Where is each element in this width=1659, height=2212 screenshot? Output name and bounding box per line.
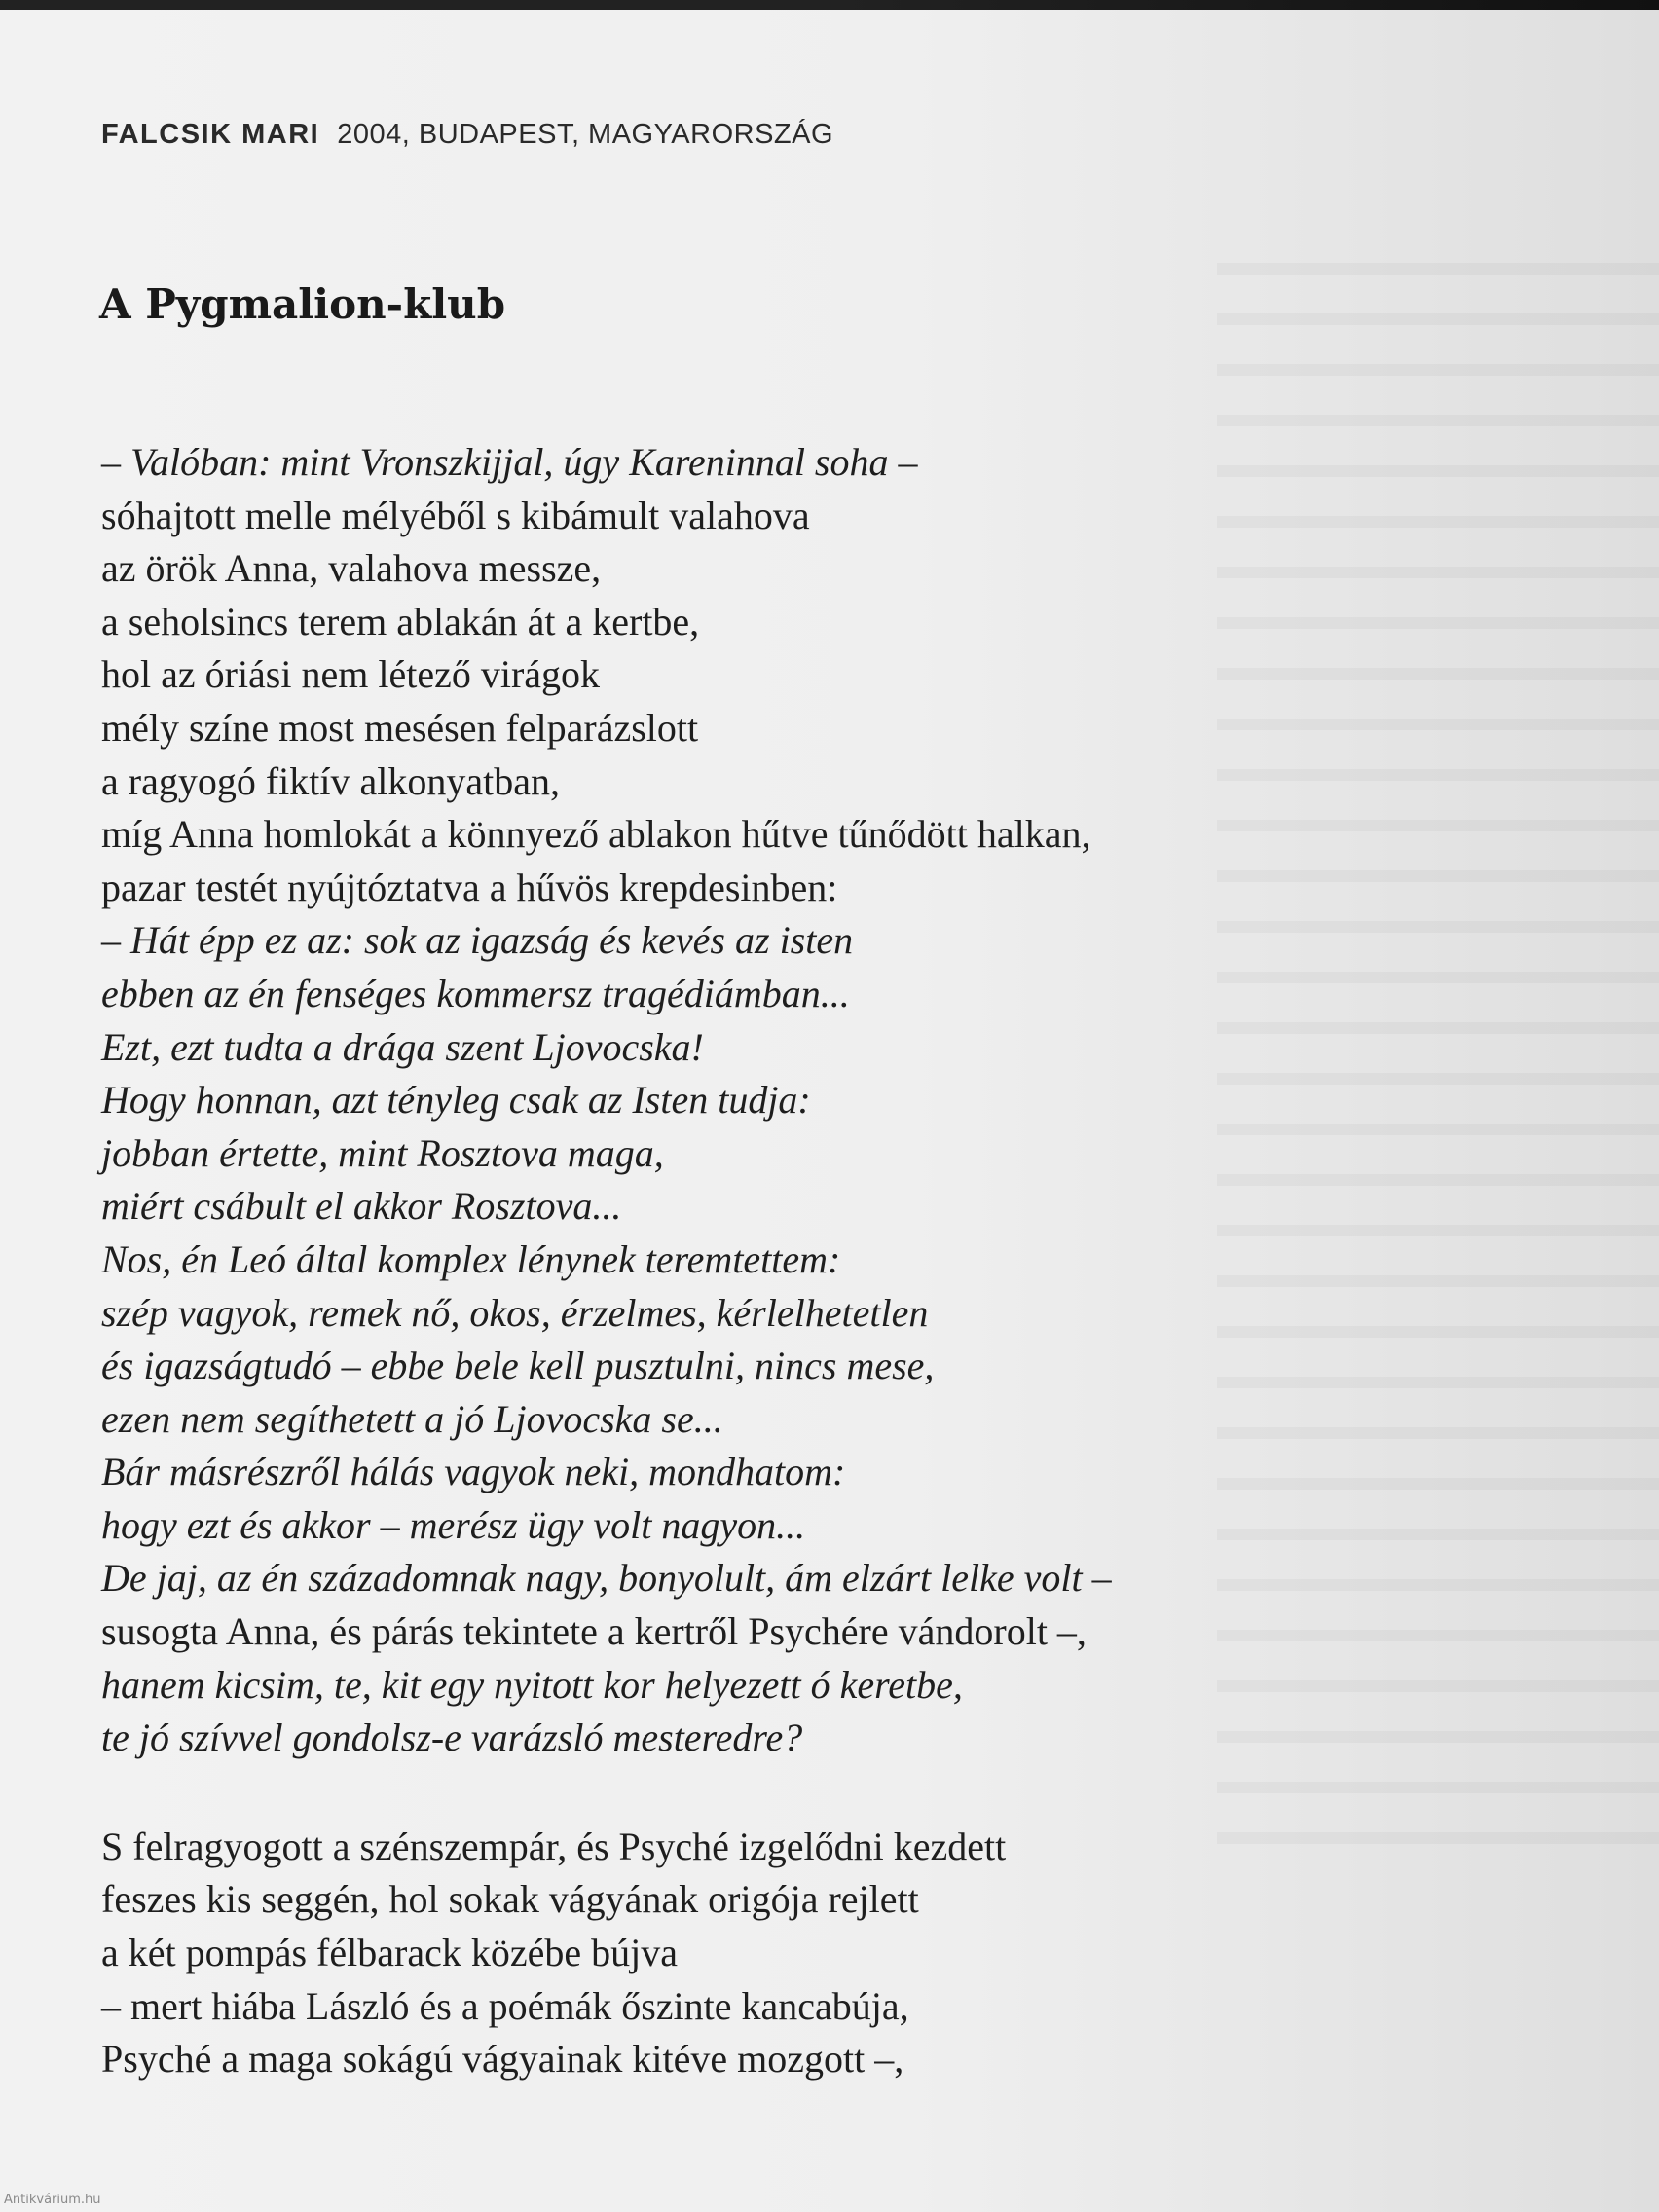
poem-line: a két pompás félbarack közébe bújva: [101, 1931, 678, 1975]
poem-line: hogy ezt és akkor – merész ügy volt nagyon...: [101, 1502, 806, 1547]
poem-line: Hogy honnan, azt tényleg csak az Isten tudja:: [101, 1078, 811, 1123]
poem-line: Bár másrészről hálás vagyok neki, mondhatom:: [101, 1450, 846, 1494]
poem-line: S felragyogott a szénszempár, és Psyché izgelődni kezdett: [101, 1824, 1007, 1868]
poem-line: susogta Anna, és párás tekintete a kertről Psychére vándorolt –,: [101, 1609, 1087, 1654]
page-header: [101, 119, 833, 151]
watermark: Antikvárium.hu: [4, 2193, 101, 2207]
poem-line: a seholsincs terem ablakán át a kertbe,: [101, 599, 700, 644]
poem-body: [101, 436, 1367, 2086]
poem-line: jobban értette, mint Rosztova maga,: [101, 1130, 664, 1175]
poem-line: feszes kis seggén, hol sokak vágyának origója rejlett: [101, 1877, 919, 1922]
place-and-year: 2004, BUDAPEST, MAGYARORSZÁG: [337, 119, 834, 150]
poem-line: ezen nem segíthetett a jó Ljovocska se...: [101, 1396, 723, 1441]
poem-line: mély színe most mesésen felparázslott: [101, 705, 699, 750]
poem-line: ebben az én fenséges kommersz tragédiámban...: [101, 971, 850, 1015]
poem-line: az örök Anna, valahova messze,: [101, 546, 602, 591]
poem-line: és igazságtudó – ebbe bele kell pusztulni, nincs mese,: [101, 1344, 935, 1388]
poem-line: te jó szívvel gondolsz-e varázsló mesteredre?: [101, 1715, 803, 1760]
poem-line: De jaj, az én századomnak nagy, bonyolult, ám elzárt lelke volt –: [101, 1556, 1112, 1601]
poem-line: Nos, én Leó által komplex lénynek teremtettem:: [101, 1236, 841, 1281]
poem-line: – mert hiába László és a poémák őszinte kancabúja,: [101, 1983, 909, 2028]
author-name: FALCSIK MARI: [101, 119, 320, 150]
poem-title: A Pygmalion-klub: [99, 280, 506, 328]
poem-line: hol az óriási nem létező virágok: [101, 652, 601, 697]
poem-line: – Hát épp ez az: sok az igazság és kevés az isten: [101, 918, 854, 963]
poem-line: hanem kicsim, te, kit egy nyitott kor helyezett ó keretbe,: [101, 1662, 963, 1707]
poem-line: pazar testét nyújtóztatva a hűvös krepdesinben:: [101, 865, 838, 909]
poem-line: Psyché a maga sokágú vágyainak kitéve mozgott –,: [101, 2037, 904, 2082]
poem-line: miért csábult el akkor Rosztova...: [101, 1184, 622, 1229]
poem-line: Ezt, ezt tudta a drága szent Ljovocska!: [101, 1024, 704, 1069]
stanza-gap: [101, 1765, 1367, 1821]
poem-line: sóhajtott melle mélyéből s kibámult valahova: [101, 493, 810, 537]
poem-line: míg Anna homlokát a könnyező ablakon hűtve tűnődött halkan,: [101, 812, 1091, 857]
poem-line: a ragyogó fiktív alkonyatban,: [101, 758, 560, 803]
page-top-edge: [0, 0, 1659, 10]
poem-line: – Valóban: mint Vronszkijjal, úgy Kareninnal soha –: [101, 440, 918, 484]
poem-line: szép vagyok, remek nő, okos, érzelmes, kérlelhetetlen: [101, 1290, 929, 1335]
